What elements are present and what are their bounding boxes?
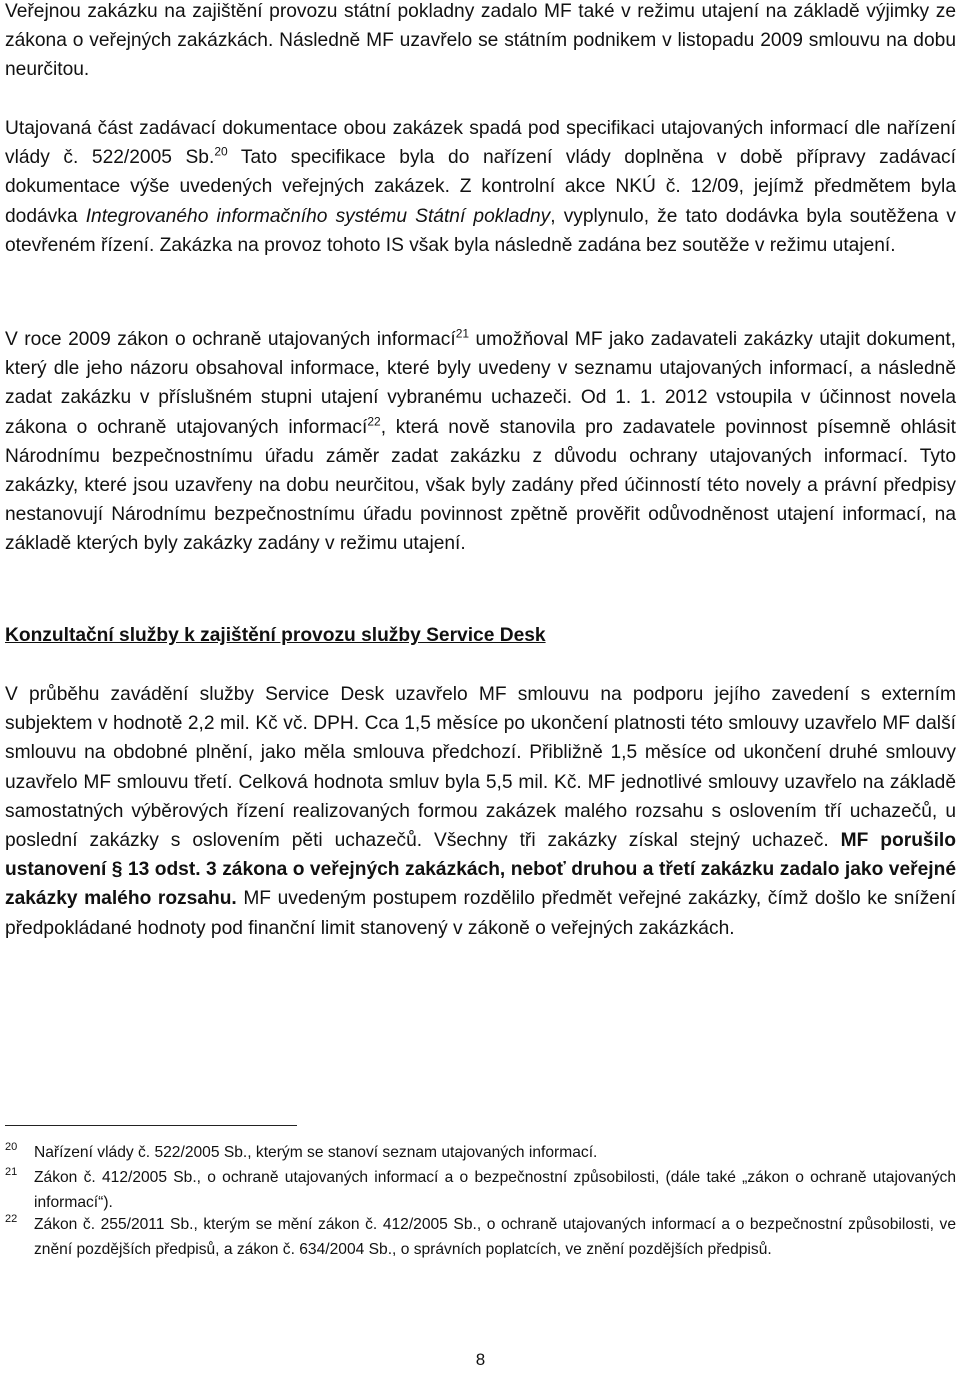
paragraph-classified-documentation <box>5 114 956 260</box>
paragraph-text: Tato specifikace byla do nařízení vlády doplněna v době přípravy zadávací dokumentace výše uvedených veřejných zakázek. Z kontrolní akce NKÚ č. 12/09, jejímž předmětem byla dodávka <box>5 147 956 227</box>
footnote-text: Zákon č. 255/2011 Sb., kterým se mění zákon č. 412/2005 Sb., o ochraně utajovaných informací a o bezpečnostní způsobilosti, ve znění pozdějších předpisů, a zákon č. 634/2004 Sb., o správních poplatcích, ve znění pozdějších předpisů. <box>34 1216 956 1258</box>
footnote-number: 20 <box>5 1141 18 1153</box>
footnote-separator <box>5 1125 297 1126</box>
section-heading <box>5 621 956 650</box>
bold-finding: MF porušilo ustanovení § 13 odst. 3 zákona o veřejných zakázkách, neboť druhou a třetí zakázku zadalo jako veřejné zakázky malého rozsahu. <box>5 830 956 910</box>
footnote-ref-21[interactable]: 21 <box>455 326 470 341</box>
paragraph-text: , která nově stanovila pro zadavatele povinnost písemně ohlásit Národnímu bezpečnostnímu úřadu záměr zadat zakázku z důvodu ochrany utajovaných informací. Tyto zakázky, které jsou uzavřeny na dobu neurčitou, však byly zadány před účinností této novely a právní předpisy nestanovují Národnímu bezpečnostnímu úřadu povinnost zpětně prověřit odůvodněnost utajení informací, na základě kterých byly zakázky zadány v režimu utajení. <box>5 416 956 555</box>
footnote-text: Nařízení vlády č. 522/2005 Sb., kterým se stanoví seznam utajovaných informací. <box>34 1144 598 1161</box>
paragraph-text: Veřejnou zakázku na zajištění provozu státní pokladny zadalo MF také v režimu utajení na základě výjimky ze zákona o veřejných zakázkách. Následně MF uzavřelo se státním podnikem v listopadu 2009 smlouvu na dobu neurčitou. <box>5 1 956 81</box>
paragraph-text: , vyplynulo, že tato dodávka byla soutěžena v otevřeném řízení. Zakázka na provoz tohoto IS však byla následně zadána bez soutěže v režimu utajení. <box>5 205 957 256</box>
footnote-ref-22[interactable]: 22 <box>367 414 381 429</box>
paragraph-text: V průběhu zavádění služby Service Desk uzavřelo MF smlouvu na podporu jejího zavedení s externím subjektem v hodnotě 2,2 mil. Kč vč. DPH. Cca 1,5 měsíce po ukončení platnosti této smlouvy uzavřelo MF další smlouvu na obdobné plnění, jako měla smlouva předchozí. Přibližně 1,5 měsíce od ukončení druhé smlouvy uzavřelo MF smlouvu třetí. Celková hodnota smluv byla 5,5 mil. Kč. MF jednotlivé smlouvy uzavřelo na základě samostatných výběrových řízení realizovaných formou zakázek malého rozsahu s oslovením tří uchazečů, u poslední zakázky s oslovením pěti uchazečů. Všechny tři zakázky získal stejný uchazeč. <box>5 684 956 852</box>
paragraph-text: Utajovaná část zadávací dokumentace obou zakázek spadá pod specifikaci utajovaných informací dle nařízení vlády č. 522/2005 Sb. <box>5 118 956 169</box>
section-heading-text: Konzultační služby k zajištění provozu služby Service Desk <box>5 625 546 646</box>
paragraph-service-desk <box>5 680 956 943</box>
footnote-number: 22 <box>5 1213 18 1225</box>
paragraph-classified-info-law <box>5 325 956 559</box>
paragraph-text: V roce 2009 zákon o ochraně utajovaných informací <box>5 329 456 350</box>
paragraph-text: MF uvedeným postupem rozdělilo předmět veřejné zakázky, čímž došlo ke snížení předpokládané hodnoty pod finanční limit stanovený v zákoně o veřejných zakázkách. <box>5 888 956 939</box>
italic-system-name: Integrovaného informačního systému Státní pokladny <box>85 205 551 227</box>
footnote-ref-20[interactable]: 20 <box>214 144 228 159</box>
page-number: 8 <box>475 1350 486 1369</box>
paragraph-state-treasury <box>5 0 956 85</box>
footnote-number: 21 <box>5 1166 18 1178</box>
document-page <box>5 0 956 1381</box>
paragraph-text: umožňoval MF jako zadavateli zakázky utajit dokument, který dle jeho názoru obsahoval informace, které byly uvedeny v seznamu utajovaných informací, a následně zadat zakázku v příslušném stupni utajení vybranému uchazeči. Od 1. 1. 2012 vstoupila v účinnost novela zákona o ochraně utajovaných informací <box>5 329 956 438</box>
footnote-text: Zákon č. 412/2005 Sb., o ochraně utajovaných informací a o bezpečnostní způsobilosti, (dále také „zákon o ochraně utajovaných informací“). <box>34 1169 956 1211</box>
